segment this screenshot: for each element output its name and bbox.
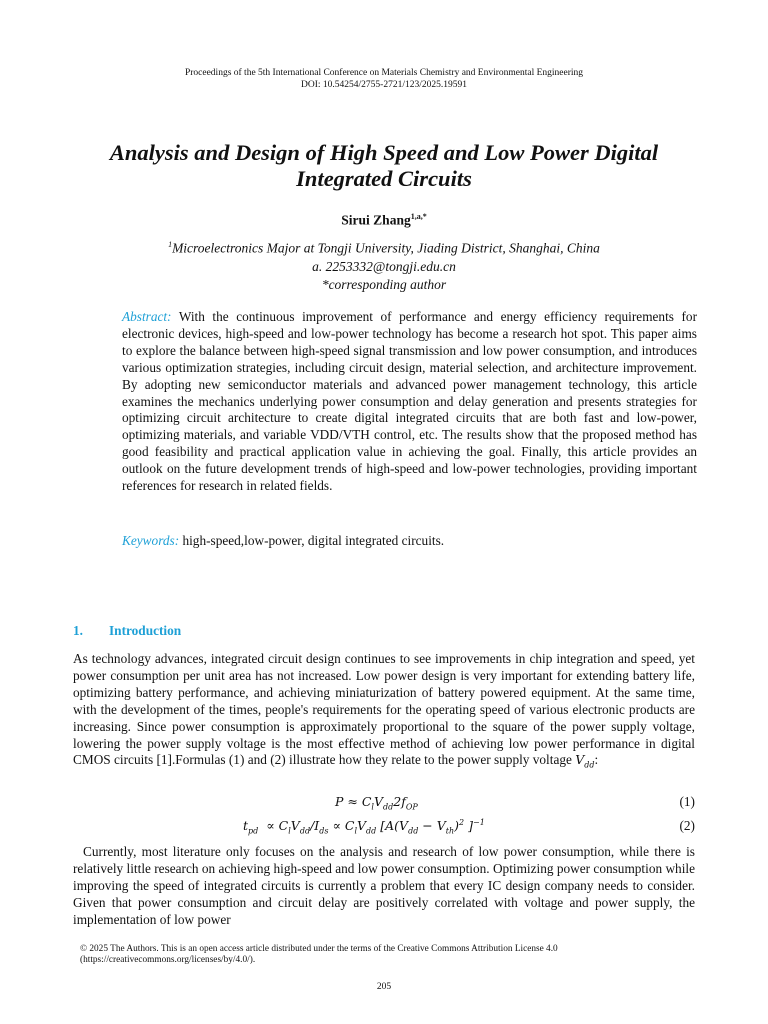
author-marks: 1,a,* xyxy=(410,212,427,221)
page-number: 205 xyxy=(376,982,392,992)
section-number: 1. xyxy=(73,623,83,638)
doi-line: DOI: 10.54254/2755-2721/123/2025.19591 xyxy=(301,80,467,90)
license-footer: © 2025 The Authors. This is an open access article distributed under the terms of the Creative Commons Attribution License 4.0 (https://creativecommons.org/licenses/by/4.0/). xyxy=(80,944,558,965)
affiliation-text: Microelectronics Major at Tongji University, Jiading District, Shanghai, China xyxy=(172,240,600,256)
equation-2-expression: $t_{pd} \propto C_lV_{dd}/I_{ds} \propto C_lV_{dd}$ [$A(V_{dd} - V_{th})^2$ ]$^{-1}$ xyxy=(243,818,485,836)
abstract xyxy=(122,309,697,495)
keywords xyxy=(122,533,697,549)
paper-title: Analysis and Design of High Speed and Low Power Digital Integrated Circuits xyxy=(109,140,659,191)
equation-1-expression: $P \approx C_lV_{dd}2f_{OP}$ xyxy=(335,794,418,812)
keywords-text: high-speed,low-power, digital integrated circuits. xyxy=(182,533,445,548)
author-line xyxy=(0,212,768,229)
running-header xyxy=(0,67,768,91)
paragraph-second: Currently, most literature only focuses on the analysis and research of low power consumption, while there is relatively little research on achieving high-speed and low power consumption. Optimizing power consumption while improving the speed of integrated circuits is currently a problem that every IC design company needs to consider. Given that power consumption and circuit delay are positively correlated with voltage and power supply, the implementation of low power xyxy=(73,844,695,927)
affiliation-mark: 1 xyxy=(168,240,173,249)
proceedings-line: Proceedings of the 5th International Conference on Materials Chemistry and Environmental Engineering xyxy=(184,68,584,78)
affiliation-block xyxy=(0,236,768,294)
affiliation-line xyxy=(0,236,768,258)
equation-1 xyxy=(73,794,695,812)
equation-2-number: (2) xyxy=(679,818,695,833)
equation-1-number: (1) xyxy=(679,794,695,809)
paragraph-intro-text: As technology advances, integrated circuit design continues to see improvements in chip integration and speed, yet power consumption per unit area has not increased. Low power design is very important for extending battery life, optimizing battery performance, and achieving miniaturization of battery powered equipment. At the same time, with the development of the times, people's requirements for the operating speed of various electronic products are increasing. Since power consumption is approximately proportional to the square of the power supply voltage, lowering the power supply voltage is the most effective method of achieving low power performance in digital CMOS circuits [1].Formulas (1) and (2) illustrate how they relate to the power supply voltage xyxy=(73,651,695,768)
keywords-label: Keywords: xyxy=(122,533,180,548)
author-name: Sirui Zhang xyxy=(341,212,411,228)
section-heading-introduction xyxy=(73,623,181,639)
vdd-symbol: $V_{dd}$ xyxy=(575,752,595,770)
equation-2 xyxy=(73,818,695,836)
section-title: Introduction xyxy=(109,623,182,638)
abstract-text: With the continuous improvement of performance and energy efficiency requirements for electronic devices, high-speed and low-power technology has become a research hot spot. This paper aims to explore the balance between high-speed signal transmission and low power consumption, and introduces various optimization strategies, including circuit design, material selection, and architecture improvement. By adopting new semiconductor materials and advanced power management technology, this article examines the mechanics underlying power consumption and delay generation and presents strategies for optimizing circuit architecture to create digital integrated circuits that are both fast and low-power, optimizing materials, and variable VDD/VTH control, etc. The results show that the proposed method has good feasibility and practical application value in achieving the goal. Finally, this article provides an outlook on the future development trends of high-speed and low-power technologies, providing important references for research in related fields. xyxy=(122,309,697,494)
abstract-label: Abstract: xyxy=(122,309,172,324)
corresponding-note: *corresponding author xyxy=(321,276,447,292)
author-email: a. 2253332@tongji.edu.cn xyxy=(312,258,456,274)
paragraph-intro: As technology advances, integrated circuit design continues to see improvements in chip integration and speed, yet power consumption per unit area has not increased. Low power design is very important for extending battery life, optimizing battery performance, and achieving miniaturization of battery powered equipment. At the same time, with the development of the times, people's requirements for the operating speed of various electronic products are increasing. Since power consumption is approximately proportional to the square of the power supply voltage, lowering the power supply voltage is the most effective method of achieving low power performance in digital CMOS circuits [1].Formulas (1) and (2) illustrate how they relate to the power supply voltage $V_{dd}$: xyxy=(73,651,695,770)
